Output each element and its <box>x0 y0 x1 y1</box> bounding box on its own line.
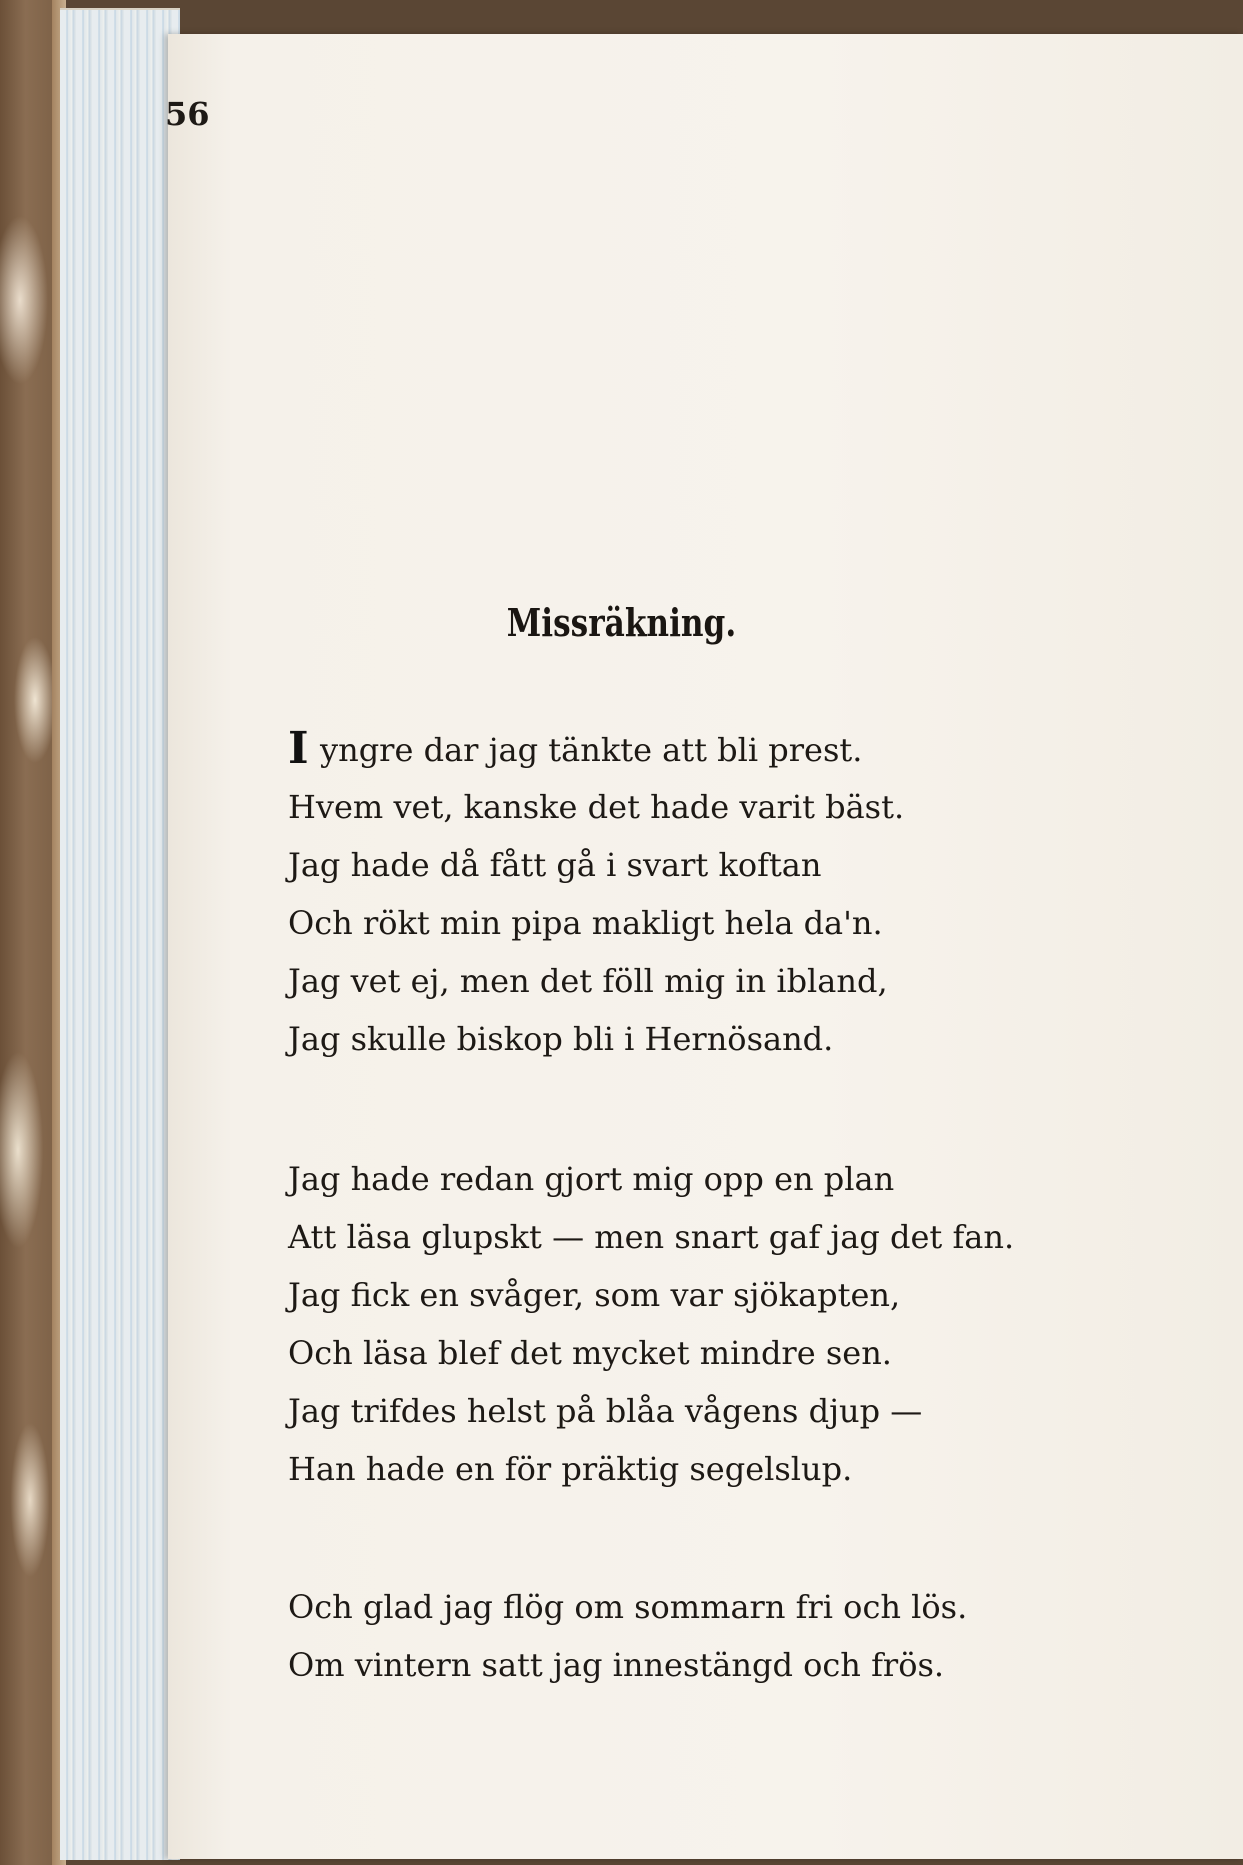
poem-line: Jag skulle biskop bli i Hernösand. <box>288 1020 834 1058</box>
poem-line: Jag trifdes helst på blåa vågens djup — <box>288 1392 923 1430</box>
poem-title: Missräkning. <box>506 600 737 645</box>
page-edges <box>60 8 180 1860</box>
stanza-1 <box>288 720 1188 1068</box>
stanza-2 <box>288 1150 1188 1498</box>
stanza-3 <box>288 1578 1188 1694</box>
drop-cap: I <box>288 723 309 774</box>
poem-line: Om vintern satt jag innestängd och frös. <box>288 1646 945 1684</box>
page-number: 56 <box>165 95 210 133</box>
poem-line: Att läsa glupskt — men snart gaf jag det fan. <box>288 1218 1015 1256</box>
poem-line: Jag fick en svåger, som var sjökapten, <box>288 1276 901 1314</box>
poem-line: Och glad jag flög om sommarn fri och lös. <box>288 1588 968 1626</box>
poem-line: Och rökt min pipa makligt hela da'n. <box>288 904 883 942</box>
poem-line <box>288 720 1188 778</box>
poem-line: Jag hade då fått gå i svart koftan <box>288 846 822 884</box>
poem-line: Han hade en för präktig segelslup. <box>288 1450 853 1488</box>
poem-line: Jag vet ej, men det föll mig in ibland, <box>288 962 888 1000</box>
poem-line: Jag hade redan gjort mig opp en plan <box>288 1160 895 1198</box>
poem-line-text: yngre dar jag tänkte att bli prest. <box>320 731 863 769</box>
poem-line: Och läsa blef det mycket mindre sen. <box>288 1334 892 1372</box>
poem-line: Hvem vet, kanske det hade varit bäst. <box>288 788 905 826</box>
